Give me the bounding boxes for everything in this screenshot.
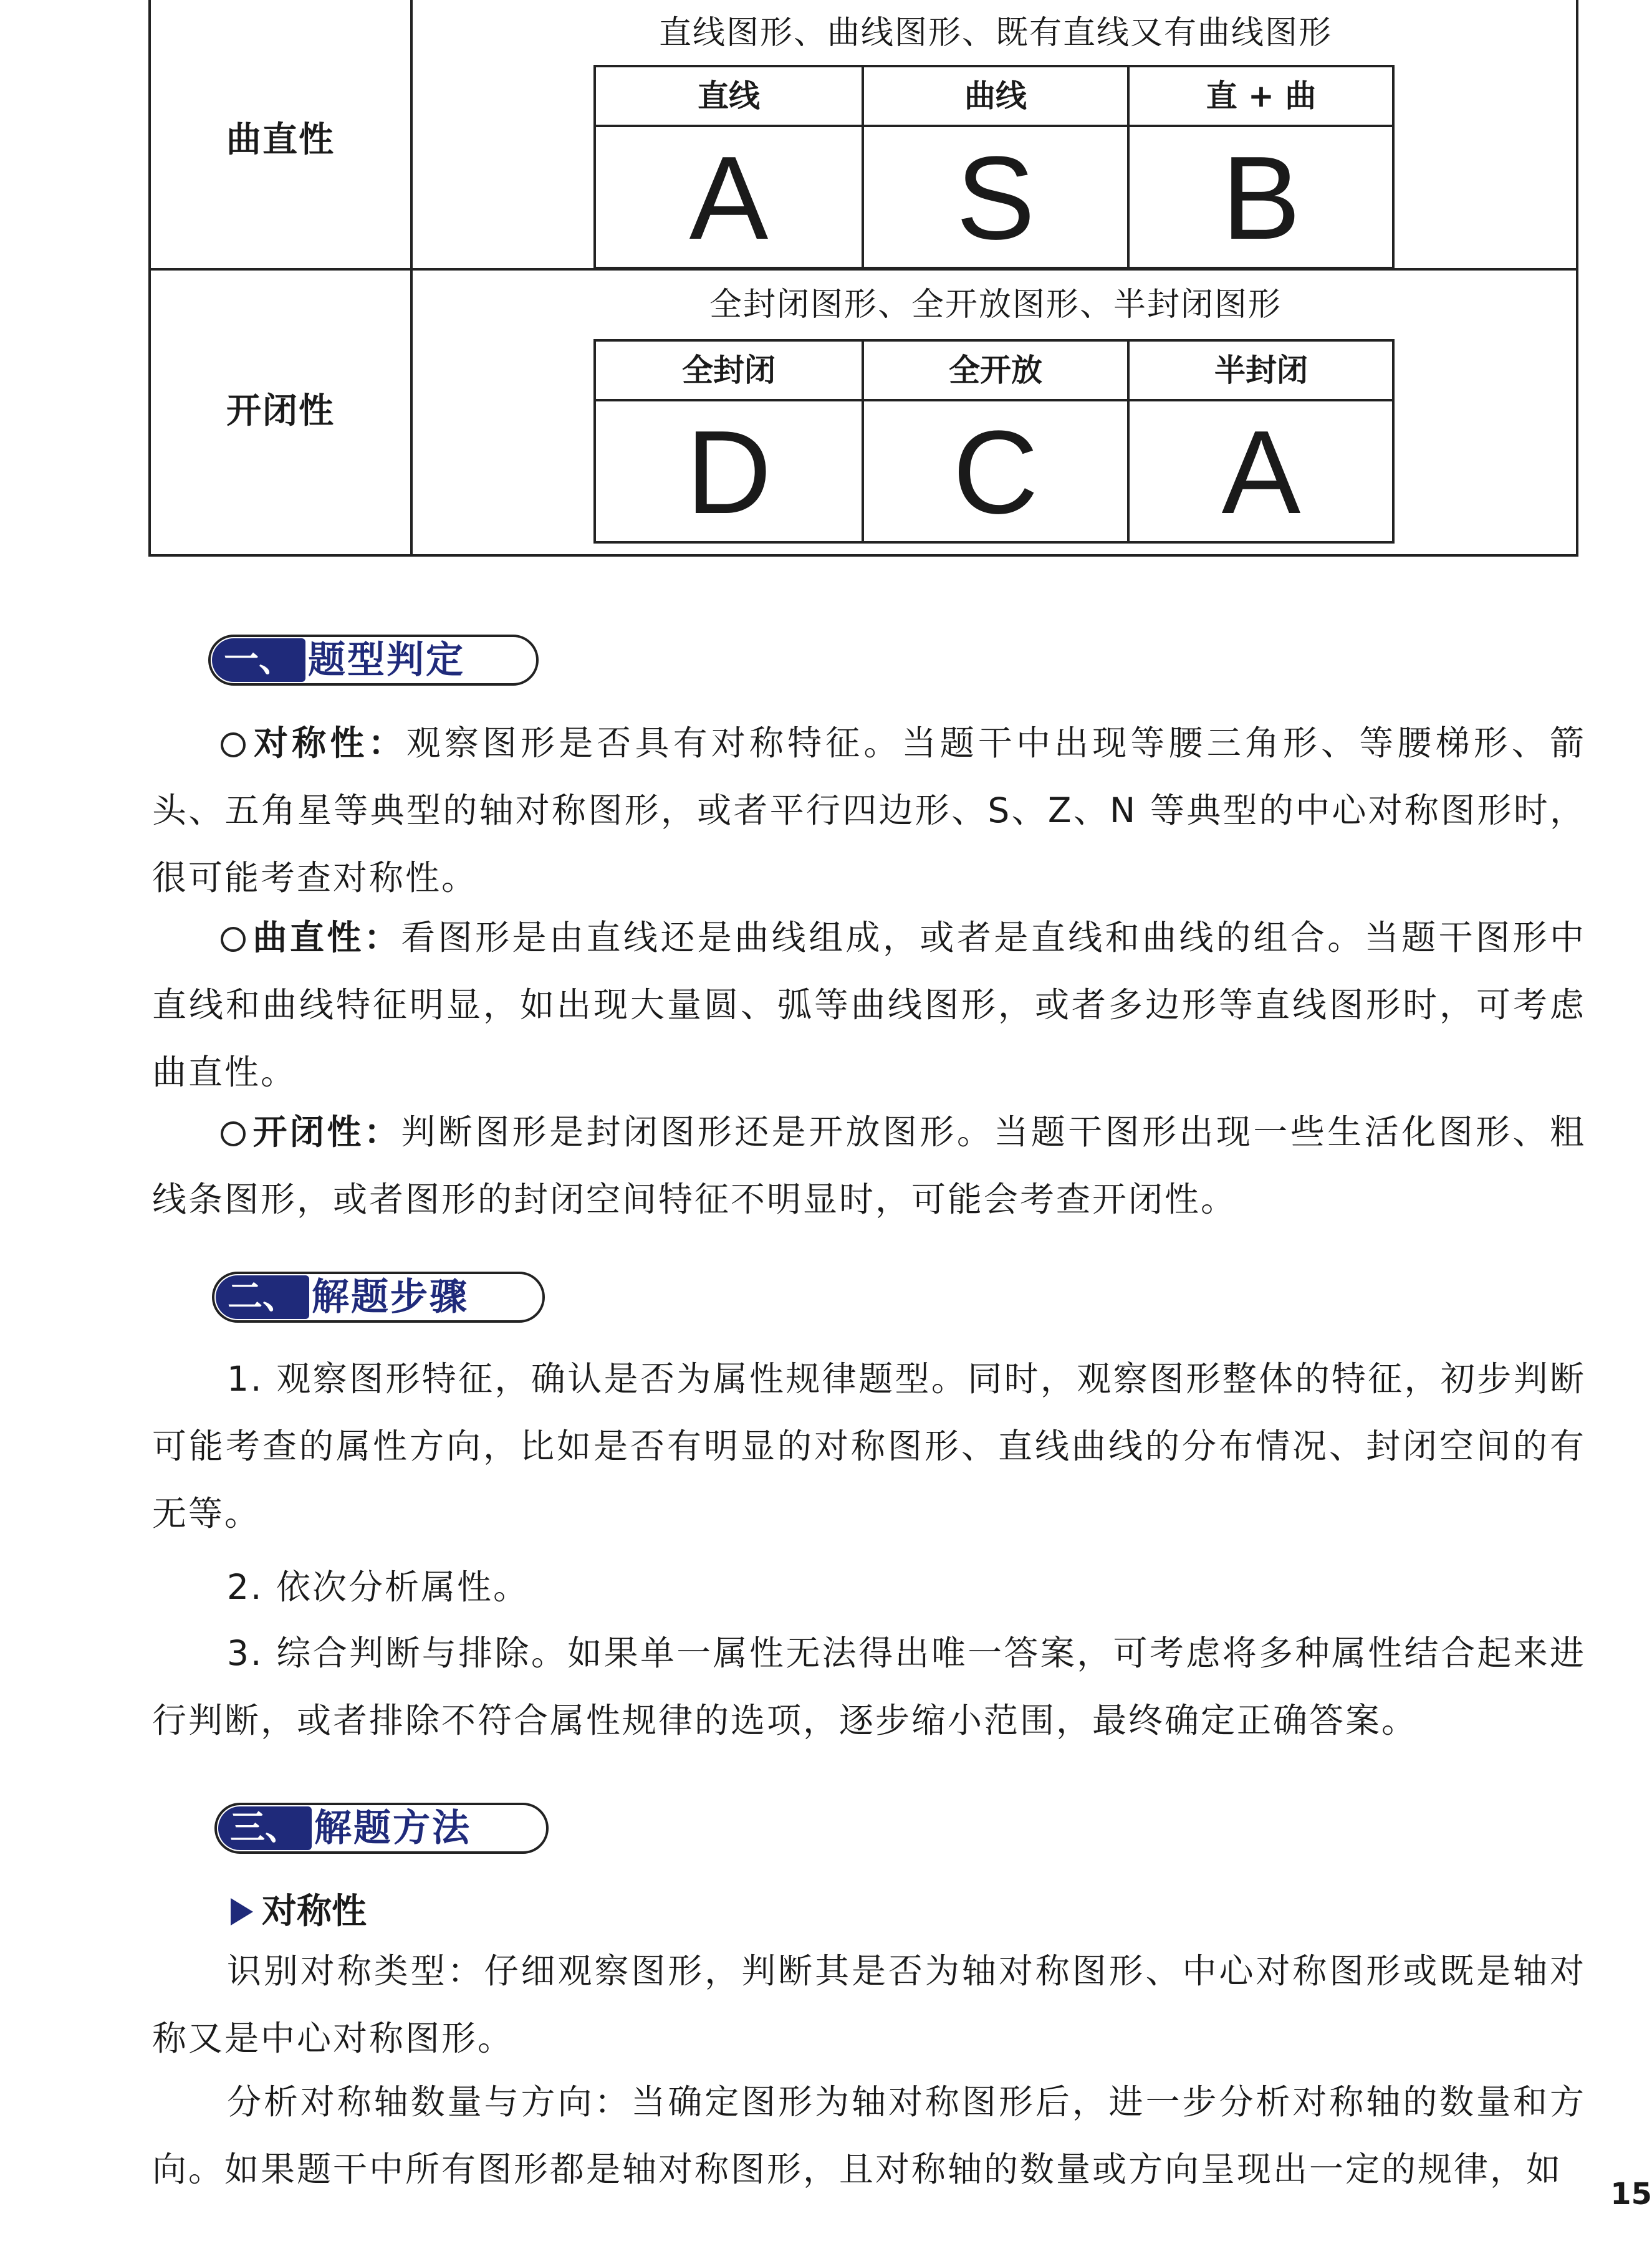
col-head: 直线 <box>698 78 760 114</box>
col-head: 半封闭 <box>1214 352 1308 388</box>
step-1: 1. 观察图形特征，确认是否为属性规律题型。同时，观察图形整体的特征，初步判断可能考查的属性方向，比如是否有明显的对称图形、直线曲线的分布情况、封闭空间的有无等。 <box>152 1359 1586 1533</box>
method-identify-type: 识别对称类型：仔细观察图形，判断其是否为轴对称图形、中心对称图形或既是轴对称又是中心对称图形。 <box>152 1951 1586 2058</box>
row-label-curvature: 曲直性 <box>226 120 335 160</box>
paragraph-openness: 开闭性：判断图形是封闭图形还是开放图形。当题干图形出现一些生活化图形、粗线条图形，或者图形的封闭空间特征不明显时，可能会考查开闭性。 <box>152 1112 1586 1219</box>
row-desc-openness: 全封闭图形、全开放图形、半封闭图形 <box>709 286 1282 324</box>
col-head: 直 + 曲 <box>1206 78 1317 114</box>
triangle-bullet-icon <box>231 1898 253 1925</box>
col-head: 曲线 <box>964 78 1027 114</box>
table-divider-vertical <box>410 0 413 554</box>
step-3: 3. 综合判断与排除。如果单一属性无法得出唯一答案，可考虑将多种属性结合起来进行判断，或者排除不符合属性规律的选项，逐步缩小范围，最终确定正确答案。 <box>152 1633 1586 1740</box>
section-title: 解题步骤 <box>312 1275 469 1319</box>
method-axis-analysis: 分析对称轴数量与方向：当确定图形为轴对称图形后，进一步分析对称轴的数量和方向。如果题干中所有图形都是轴对称图形，且对称轴的数量或方向呈现出一定的规律，如 <box>152 2082 1586 2189</box>
section-header-1 <box>208 635 539 686</box>
sub-table-curvature <box>593 65 1395 269</box>
row-desc-curvature: 直线图形、曲线图形、既有直线又有曲线图形 <box>658 14 1332 52</box>
example-letter: C <box>953 406 1039 539</box>
col-head: 全开放 <box>949 352 1042 388</box>
section-header-3 <box>214 1803 549 1854</box>
section-number: 一、 <box>212 638 305 682</box>
section-title: 解题方法 <box>314 1806 471 1850</box>
circle-bullet-icon <box>221 927 246 952</box>
col-head: 全封闭 <box>682 352 776 388</box>
example-letter: S <box>956 132 1035 264</box>
section-number: 二、 <box>216 1275 309 1319</box>
page-number: 15 <box>1610 2177 1652 2212</box>
section-number: 三、 <box>218 1806 312 1850</box>
example-letter: B <box>1221 132 1301 264</box>
property-table <box>148 0 1578 557</box>
sub-table-openness <box>593 339 1395 544</box>
section-title: 题型判定 <box>308 638 465 682</box>
row-label-openness: 开闭性 <box>226 391 335 431</box>
step-2: 2. 依次分析属性。 <box>227 1567 529 1607</box>
example-letter: A <box>689 132 769 264</box>
paragraph-curvature: 曲直性：看图形是由直线还是曲线组成，或者是直线和曲线的组合。当题干图形中直线和曲线特征明显，如出现大量圆、弧等曲线图形，或者多边形等直线图形时，可考虑曲直性。 <box>152 918 1586 1092</box>
circle-bullet-icon <box>221 1121 246 1146</box>
paragraph-symmetry: 对称性：观察图形是否具有对称特征。当题干中出现等腰三角形、等腰梯形、箭头、五角星等典型的轴对称图形，或者平行四边形、S、Z、N 等典型的中心对称图形时，很可能考查对称性。 <box>152 723 1586 898</box>
circle-bullet-icon <box>221 732 246 757</box>
example-letter: D <box>686 406 772 539</box>
section-header-2 <box>212 1272 545 1323</box>
subheading-symmetry: 对称性 <box>231 1884 367 1940</box>
example-letter: A <box>1221 406 1301 539</box>
